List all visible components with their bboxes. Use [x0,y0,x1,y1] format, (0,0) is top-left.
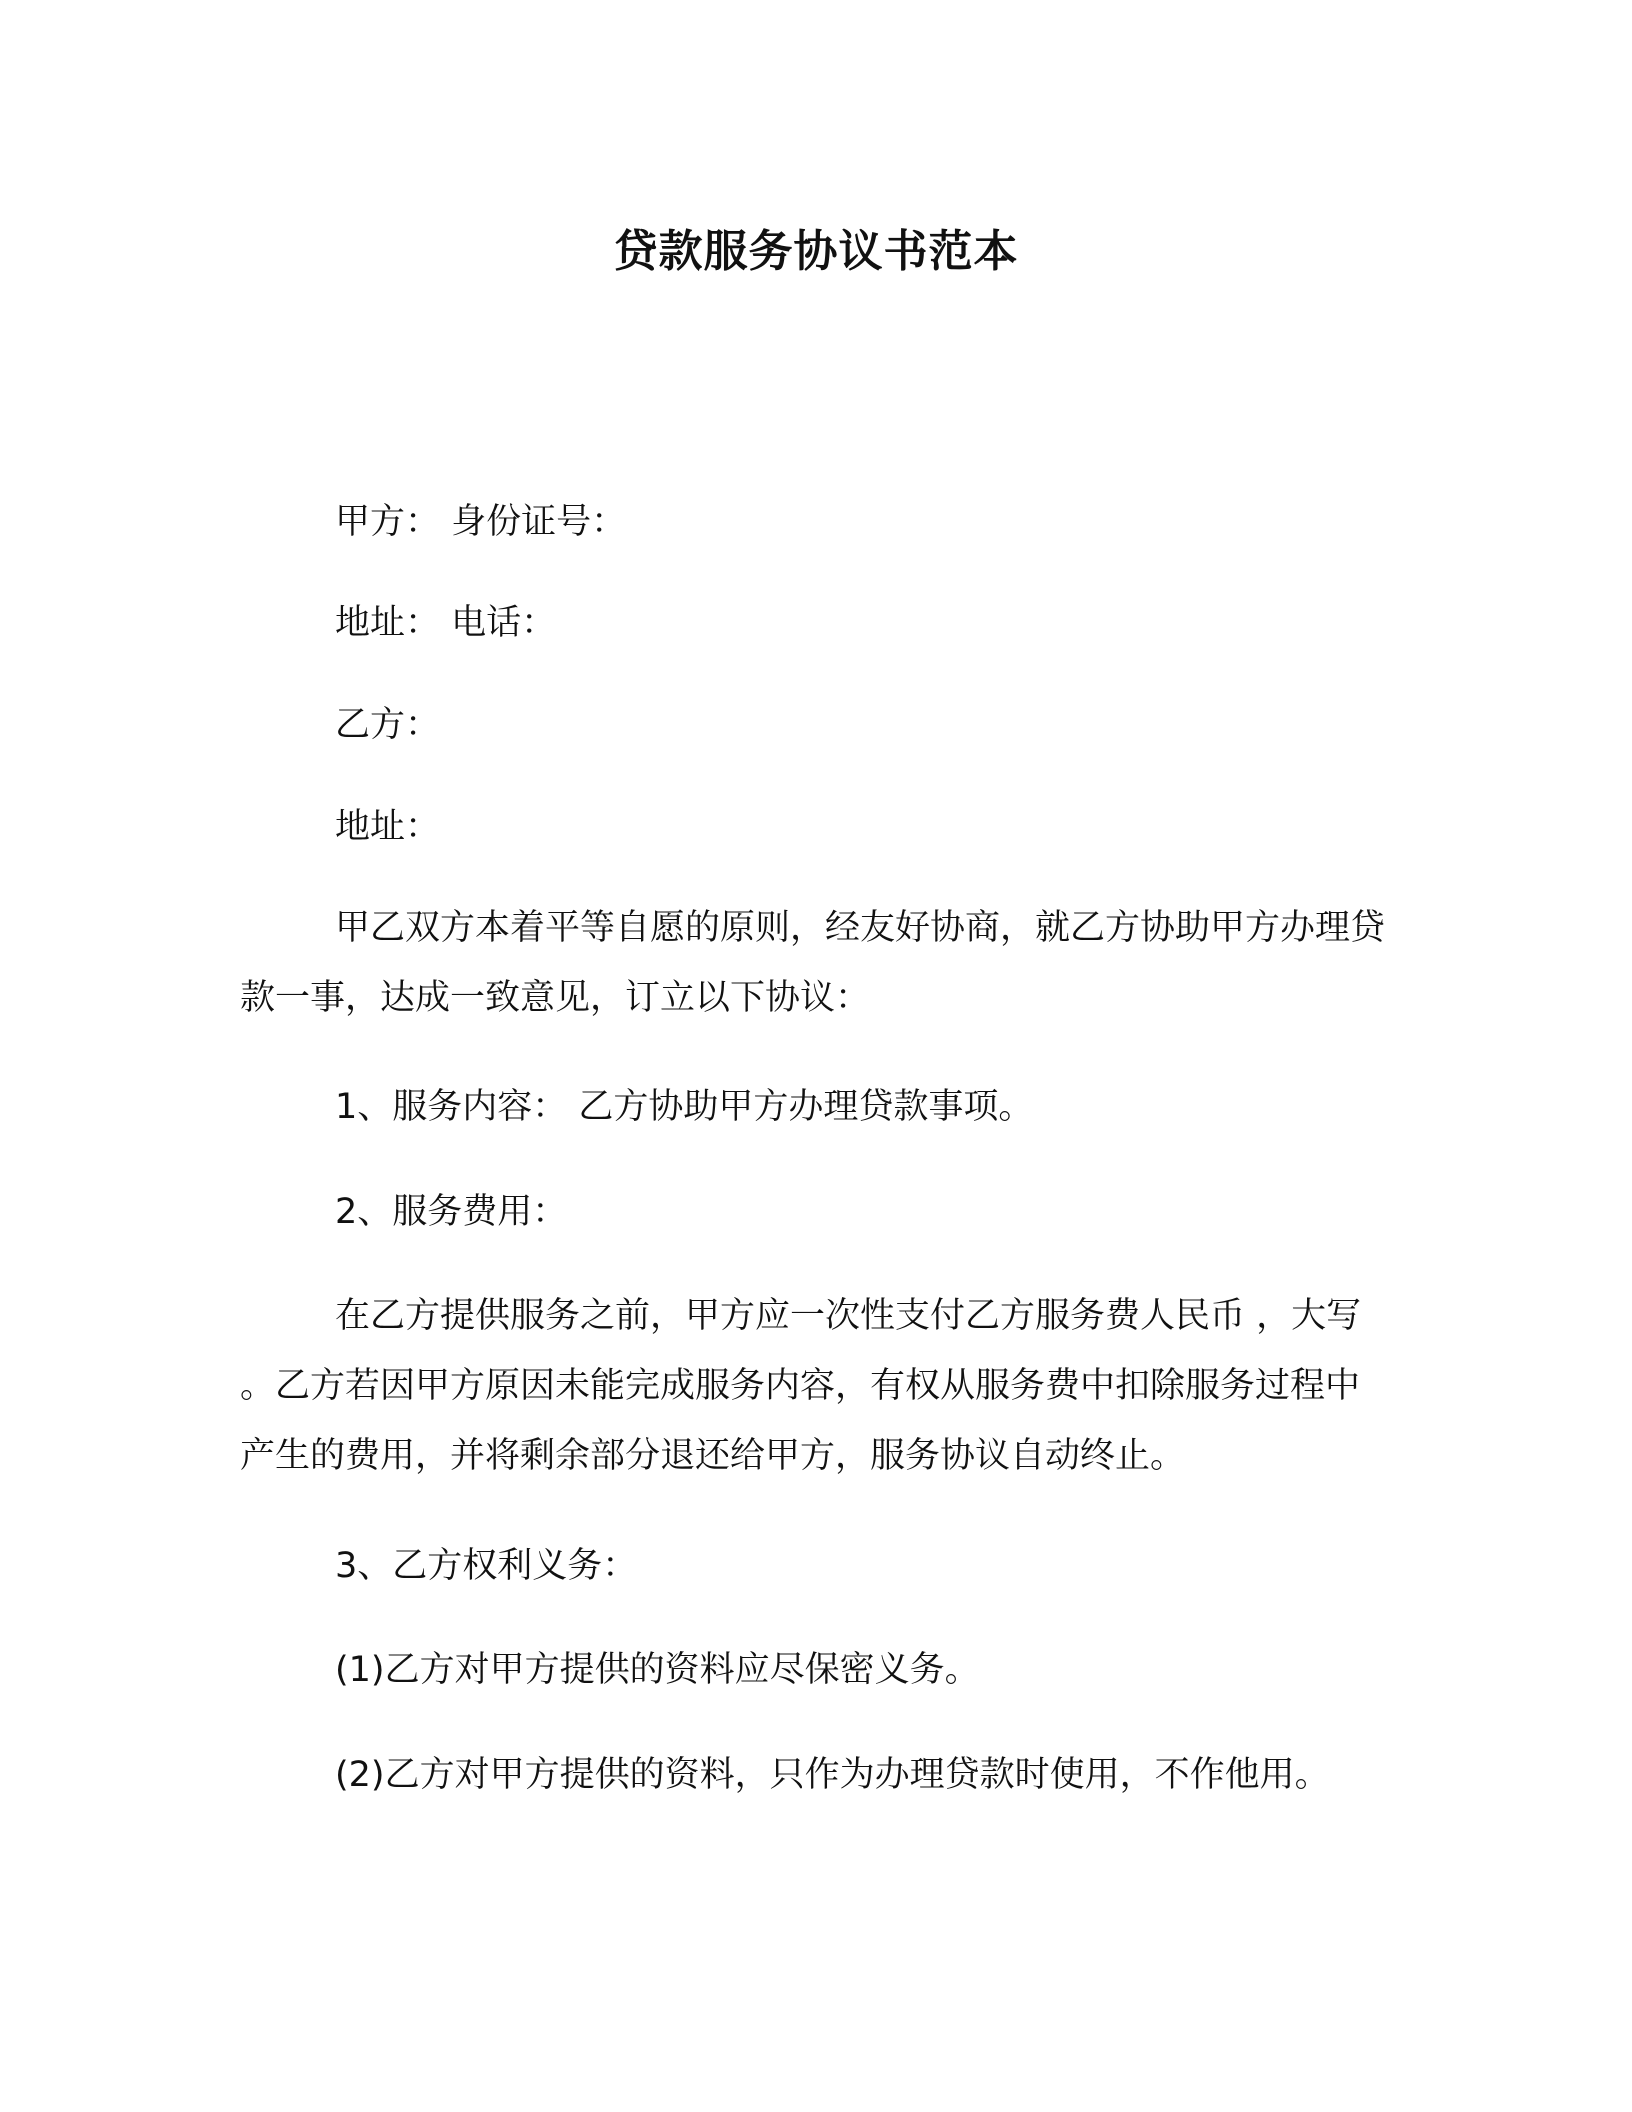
document-title: 贷款服务协议书范本 [613,226,1019,277]
clause-3-item-1: (1)乙方对甲方提供的资料应尽保密义务。 [335,1650,980,1690]
party-b-address-line: 地址： [335,807,441,847]
clause-3-item-2: (2)乙方对甲方提供的资料，只作为办理贷款时使用，不作他用。 [335,1755,1330,1795]
party-a-line: 甲方： 身份证号： [335,502,627,542]
clause-2-title: 2、服务费用： [335,1192,568,1232]
clause-1: 1、服务内容： 乙方协助甲方办理贷款事项。 [335,1087,1034,1127]
party-a-address-line: 地址： 电话： [335,603,557,643]
intro-paragraph: 甲乙双方本着平等自愿的原则，经友好协商，就乙方协助甲方办理贷款一事，达成一致意见，订立以下协议： [240,908,1386,1018]
clause-2-body: 在乙方提供服务之前，甲方应一次性支付乙方服务费人民币 ，大写 。乙方若因甲方原因未能完成服务内容，有权从服务费中扣除服务过程中产生的费用，并将剩余部分退还给甲方，服务协议自动终止。 [240,1296,1362,1476]
party-b-line: 乙方： [335,705,441,745]
clause-3-title: 3、乙方权利义务： [335,1546,638,1586]
